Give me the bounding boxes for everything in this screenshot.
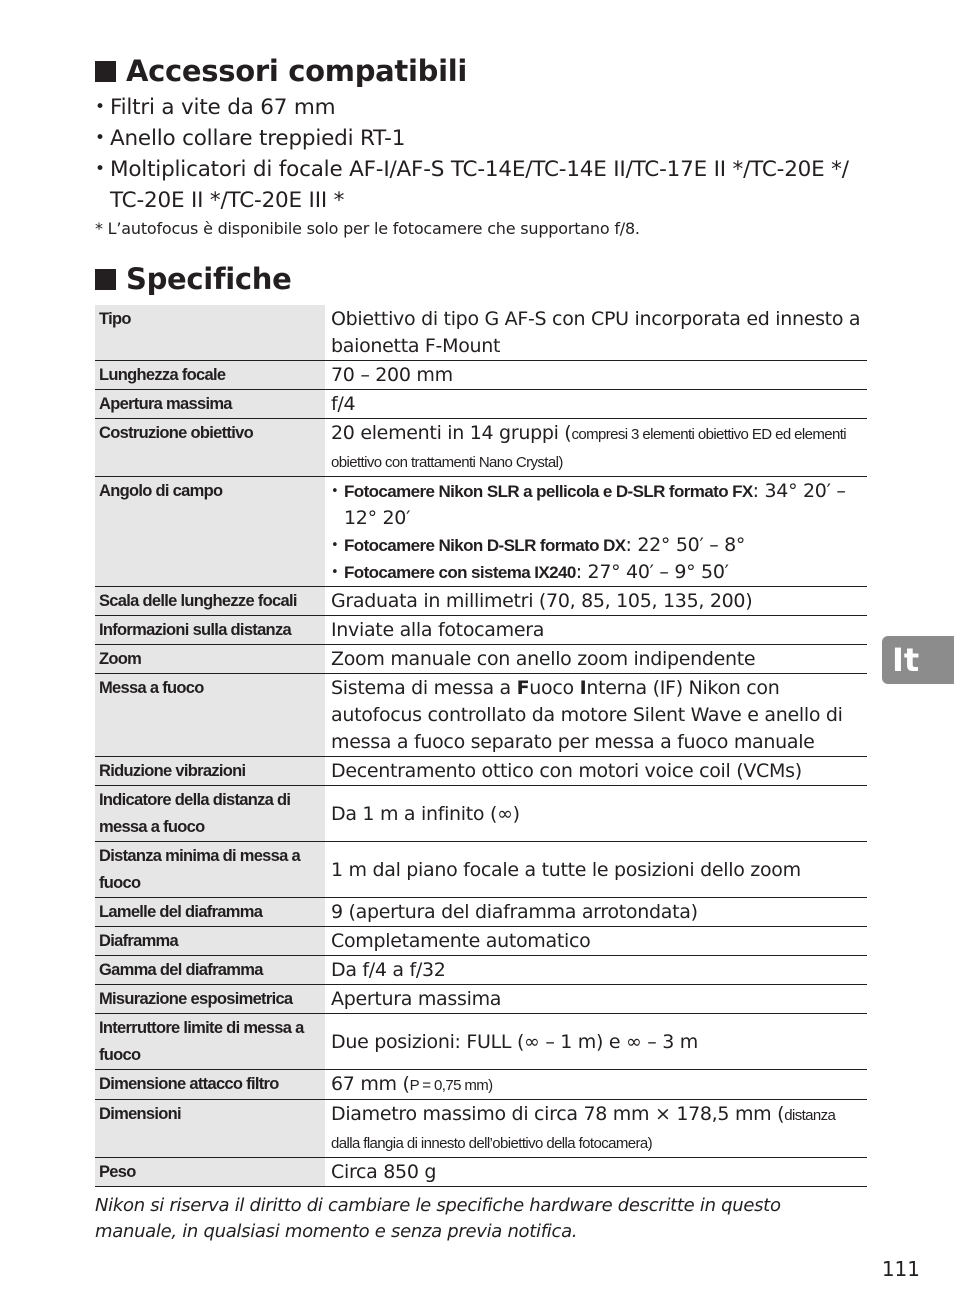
spec-value: 70 – 200 mm [326,361,868,390]
specs-title: Specifiche [126,262,292,296]
spec-value-detail: P = 0,75 mm) [409,1077,493,1094]
table-row [95,898,867,927]
spec-label: Lamelle del diaframma [95,898,326,927]
spec-value: Circa 850 g [326,1158,868,1187]
spec-value: Due posizioni: FULL (∞ – 1 m) e ∞ – 3 m [326,1014,868,1070]
spec-value-main: 20 elementi in 14 gruppi ( [331,422,572,444]
spec-value: Da 1 m a infinito (∞) [326,786,868,842]
spec-value [326,674,868,757]
spec-value: Inviate alla fotocamera [326,616,868,645]
spec-label: Tipo [95,305,326,361]
table-row [95,616,867,645]
table-row [95,786,867,842]
spec-label: Apertura massima [95,390,326,419]
spec-value [326,1070,868,1100]
spec-value: Zoom manuale con anello zoom indipendente [326,645,868,674]
spec-text: uoco [529,677,580,699]
spec-letter-i: I [579,677,587,699]
spec-value: Completamente automatico [326,927,868,956]
spec-label: Angolo di campo [95,477,326,587]
spec-letter-f: F [516,677,530,699]
spec-value: Da f/4 a f/32 [326,956,868,985]
camera-type: Fotocamere Nikon D-SLR formato DX [344,536,626,555]
specs-table [95,305,867,1187]
accessories-list [95,92,867,216]
angle-value: : 34° 20′ – 12° 20′ [344,480,846,529]
angle-of-view-list [331,478,863,586]
table-row [95,587,867,616]
spec-value: Apertura massima [326,985,868,1014]
specs-heading [95,260,867,298]
list-item: • Moltiplicatori di focale AF-I/AF-S TC-14E/TC-14E II/TC-17E II */TC-20E */ TC-20E II */TC-20E III * [95,154,867,216]
table-row [95,419,867,477]
spec-value [326,477,868,587]
spec-label: Riduzione vibrazioni [95,757,326,786]
list-item [331,478,863,532]
table-row [95,927,867,956]
spec-label: Peso [95,1158,326,1187]
table-row [95,1100,867,1158]
spec-value: Obiettivo di tipo G AF-S con CPU incorporata ed innesto a baionetta F-Mount [326,305,868,361]
accessories-title: Accessori compatibili [126,54,468,88]
spec-label: Gamma del diaframma [95,956,326,985]
spec-value-detail: compresi 3 elementi obiettivo ED ed elementi obiettivo con trattamenti Nano Crystal) [331,426,847,471]
spec-label: Misurazione esposimetrica [95,985,326,1014]
accessories-heading [95,52,867,90]
accessories-footnote: * L’autofocus è disponibile solo per le fotocamere che supportano f/8. [95,219,640,238]
table-row [95,1158,867,1187]
list-item: • Filtri a vite da 67 mm [95,92,867,123]
table-row [95,956,867,985]
spec-text: nterna (IF) Nikon con autofocus controllato da motore Silent Wave e anello di messa a fuoco separato per messa a fuoco manuale [331,677,843,753]
spec-label: Informazioni sulla distanza [95,616,326,645]
table-row [95,1014,867,1070]
page-content [95,52,867,1245]
spec-label: Indicatore della distanza di messa a fuoco [95,786,326,842]
spec-label: Dimensioni [95,1100,326,1158]
spec-label: Costruzione obiettivo [95,419,326,477]
spec-value: 9 (apertura del diaframma arrotondata) [326,898,868,927]
spec-value: Graduata in millimetri (70, 85, 105, 135, 200) [326,587,868,616]
spec-value: Decentramento ottico con motori voice coil (VCMs) [326,757,868,786]
spec-label: Interruttore limite di messa a fuoco [95,1014,326,1070]
language-tab: It [882,636,954,684]
spec-label: Diaframma [95,927,326,956]
list-item [331,559,863,586]
spec-value-main: Diametro massimo di circa 78 mm × 178,5 mm ( [331,1103,785,1125]
table-row [95,477,867,587]
angle-value: : 27° 40′ – 9° 50′ [575,561,729,583]
spec-value [326,1100,868,1158]
list-item: • Anello collare treppiedi RT-1 [95,123,867,154]
square-bullet-icon [95,269,116,290]
table-row [95,361,867,390]
square-bullet-icon [95,61,116,82]
spec-label: Messa a fuoco [95,674,326,757]
angle-value: : 22° 50′ – 8° [625,534,746,556]
spec-value [326,419,868,477]
spec-label: Dimensione attacco filtro [95,1070,326,1100]
camera-type: Fotocamere con sistema IX240 [344,563,576,582]
spec-value: 1 m dal piano focale a tutte le posizioni dello zoom [326,842,868,898]
table-row [95,757,867,786]
page-number: 111 [881,1257,920,1281]
spec-label: Scala delle lunghezze focali [95,587,326,616]
spec-label: Distanza minima di messa a fuoco [95,842,326,898]
table-row [95,842,867,898]
spec-value: f/4 [326,390,868,419]
table-row [95,305,867,361]
spec-value-detail: distanza dalla flangia di innesto dell’obiettivo della fotocamera) [331,1107,836,1152]
spec-label: Zoom [95,645,326,674]
camera-type: Fotocamere Nikon SLR a pellicola e D-SLR formato FX [344,482,753,501]
table-row [95,390,867,419]
table-row [95,985,867,1014]
list-item [331,532,863,559]
spec-label: Lunghezza focale [95,361,326,390]
disclaimer-note: Nikon si riserva il diritto di cambiare le specifiche hardware descritte in questo manuale, in qualsiasi momento e senza previa notifica. [95,1195,781,1242]
table-row [95,645,867,674]
table-row [95,1070,867,1100]
spec-value-main: 67 mm ( [331,1073,410,1095]
table-row [95,674,867,757]
spec-text: Sistema di messa a [331,677,517,699]
